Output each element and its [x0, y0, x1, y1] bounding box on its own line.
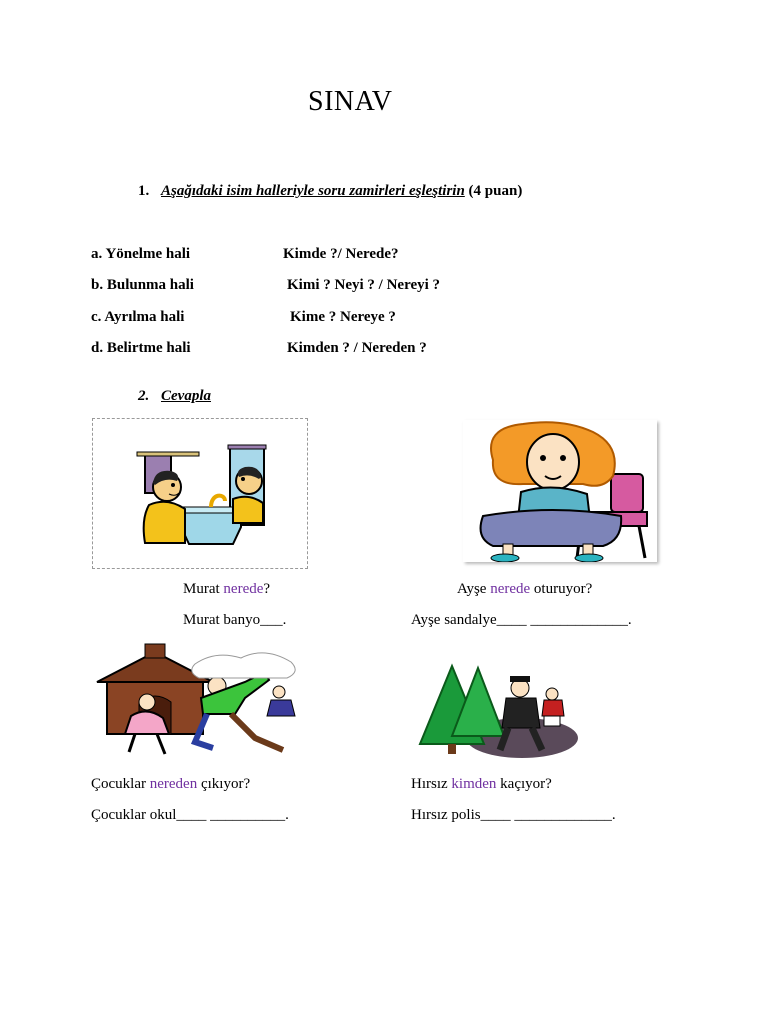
- match-left-d: d. Belirtme hali: [91, 340, 191, 356]
- match-right-d: Kimden ? / Nereden ?: [287, 340, 427, 356]
- match-right-b: Kimi ? Neyi ? / Nereyi ?: [287, 277, 441, 293]
- question-ayse-pre: Ayşe: [457, 581, 491, 597]
- question-hirsiz: [411, 776, 552, 793]
- children-leaving-school-illustration: [95, 642, 305, 762]
- question-2-number: 2.: [138, 388, 150, 404]
- question-cocuklar-post: çıkıyor?: [197, 776, 251, 792]
- thief-running-from-police-illustration: [412, 658, 582, 762]
- match-left-a: a. Yönelme hali: [91, 246, 191, 262]
- answer-cocuklar: Çocuklar okul____ __________.: [91, 807, 289, 823]
- question-cocuklar-pre: Çocuklar: [91, 776, 150, 792]
- woman-on-chair-illustration: [463, 420, 657, 562]
- page-title: SINAV: [308, 86, 393, 117]
- match-left-b: b. Bulunma hali: [91, 277, 194, 293]
- question-ayse-keyword: nerede: [490, 581, 531, 597]
- question-1-instruction: Aşağıdaki isim halleriyle soru zamirleri eşleştirin: [161, 183, 465, 199]
- question-cocuklar: [91, 776, 250, 793]
- question-cocuklar-keyword: nereden: [149, 776, 198, 792]
- match-right-a: Kimde ?/ Nerede?: [283, 246, 399, 262]
- question-hirsiz-post: kaçıyor?: [496, 776, 552, 792]
- question-murat: [183, 581, 270, 598]
- question-1-number: 1.: [138, 183, 150, 199]
- question-2-heading: [138, 388, 211, 405]
- question-murat-pre: Murat: [183, 581, 224, 597]
- answer-ayse: Ayşe sandalye____ _____________.: [411, 612, 632, 628]
- match-left-c: c. Ayrılma hali: [91, 309, 185, 325]
- question-hirsiz-pre: Hırsız: [411, 776, 452, 792]
- boy-in-bathroom-illustration: [92, 418, 308, 569]
- question-1-points: (4 puan): [468, 183, 523, 199]
- question-ayse-post: oturuyor?: [530, 581, 593, 597]
- answer-hirsiz: Hırsız polis____ _____________.: [411, 807, 616, 823]
- question-murat-post: ?: [263, 581, 271, 597]
- match-right-c: Kime ? Nereye ?: [290, 309, 396, 325]
- question-murat-keyword: nerede: [223, 581, 264, 597]
- question-ayse: [457, 581, 592, 598]
- question-2-instruction: Cevapla: [161, 388, 211, 404]
- question-hirsiz-keyword: kimden: [451, 776, 497, 792]
- answer-murat: Murat banyo___.: [183, 612, 287, 628]
- question-1-heading: [138, 183, 522, 200]
